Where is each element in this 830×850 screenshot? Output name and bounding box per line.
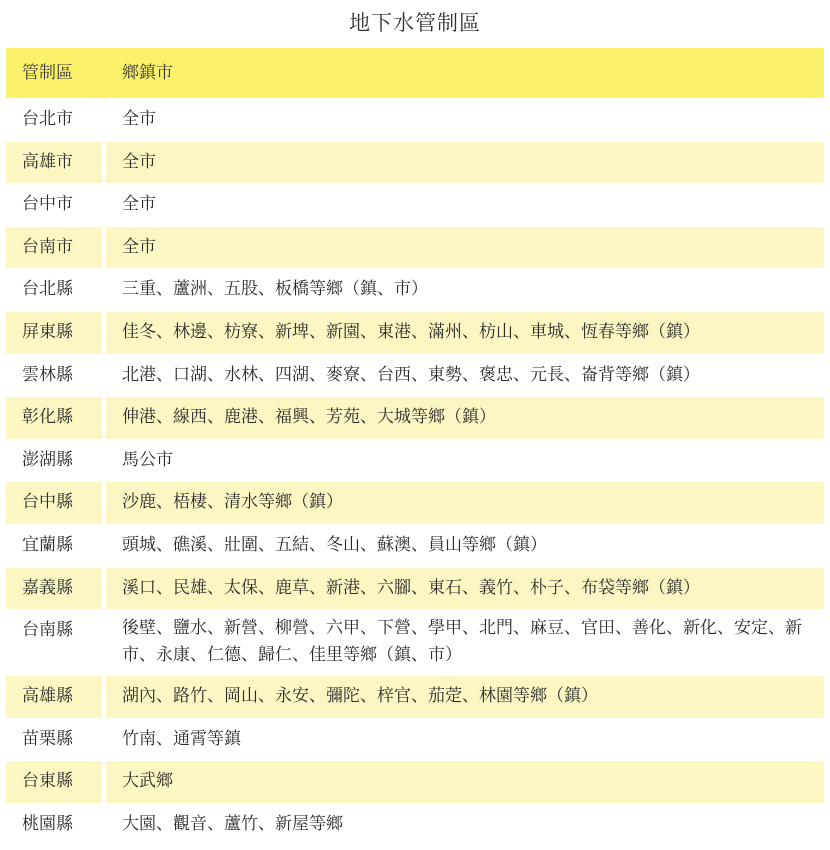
- townships-cell: 三重、蘆洲、五股、板橋等鄉（鎮、市）: [106, 269, 824, 312]
- table-row: [6, 269, 824, 312]
- control-area-cell: 嘉義縣: [6, 568, 106, 611]
- townships-cell: 全市: [106, 184, 824, 227]
- control-area-cell: 屏東縣: [6, 312, 106, 355]
- townships-cell: 佳冬、林邊、枋寮、新埤、新園、東港、滿州、枋山、車城、恆春等鄉（鎮）: [106, 312, 824, 355]
- table-row: [6, 761, 824, 804]
- control-area-cell: 台中市: [6, 184, 106, 227]
- townships-cell: 湖內、路竹、岡山、永安、彌陀、梓官、茄萣、林園等鄉（鎮）: [106, 676, 824, 719]
- control-area-cell: 台北縣: [6, 269, 106, 312]
- townships-cell: 北港、口湖、水林、四湖、麥寮、台西、東勢、褒忠、元長、崙背等鄉（鎮）: [106, 355, 824, 398]
- townships-cell: 全市: [106, 99, 824, 142]
- townships-cell: 竹南、通霄等鎮: [106, 719, 824, 762]
- table-row: [6, 482, 824, 525]
- page-title: 地下水管制區: [349, 11, 481, 35]
- control-area-cell: 澎湖縣: [6, 440, 106, 483]
- groundwater-control-table: [6, 48, 824, 847]
- townships-cell: 大武鄉: [106, 761, 824, 804]
- control-area-cell: 宜蘭縣: [6, 525, 106, 568]
- townships-cell: 溪口、民雄、太保、鹿草、新港、六腳、東石、義竹、朴子、布袋等鄉（鎮）: [106, 568, 824, 611]
- control-area-cell: 桃園縣: [6, 804, 106, 847]
- townships-cell: 全市: [106, 142, 824, 185]
- table-row: [6, 610, 824, 676]
- control-area-cell: 台中縣: [6, 482, 106, 525]
- control-area-cell: 高雄縣: [6, 676, 106, 719]
- table-row: [6, 568, 824, 611]
- table-row: [6, 227, 824, 270]
- table-row: [6, 719, 824, 762]
- townships-cell: 頭城、礁溪、壯圍、五結、冬山、蘇澳、員山等鄉（鎮）: [106, 525, 824, 568]
- control-area-cell: 苗栗縣: [6, 719, 106, 762]
- table-row: [6, 804, 824, 847]
- townships-cell: 大園、觀音、蘆竹、新屋等鄉: [106, 804, 824, 847]
- table-row: [6, 397, 824, 440]
- townships-cell: 後壁、鹽水、新營、柳營、六甲、下營、學甲、北門、麻豆、官田、善化、新化、安定、新市、永康、仁德、歸仁、佳里等鄉（鎮、市）: [106, 610, 824, 676]
- control-area-cell: 台南縣: [6, 610, 106, 676]
- townships-cell: 沙鹿、梧棲、清水等鄉（鎮）: [106, 482, 824, 525]
- table-row: [6, 525, 824, 568]
- table-row: [6, 440, 824, 483]
- control-area-cell: 雲林縣: [6, 355, 106, 398]
- townships-cell: 伸港、線西、鹿港、福興、芳苑、大城等鄉（鎮）: [106, 397, 824, 440]
- table-row: [6, 312, 824, 355]
- table-header-row: [6, 48, 824, 99]
- control-area-cell: 高雄市: [6, 142, 106, 185]
- table-row: [6, 142, 824, 185]
- table-row: [6, 355, 824, 398]
- table-row: [6, 184, 824, 227]
- control-area-cell: 台南市: [6, 227, 106, 270]
- table-row: [6, 99, 824, 142]
- townships-cell: 全市: [106, 227, 824, 270]
- table-row: [6, 676, 824, 719]
- townships-cell: 馬公市: [106, 440, 824, 483]
- control-area-cell: 彰化縣: [6, 397, 106, 440]
- control-area-cell: 台北市: [6, 99, 106, 142]
- control-area-cell: 台東縣: [6, 761, 106, 804]
- header-townships: 鄉鎮市: [106, 48, 824, 99]
- header-control-area: 管制區: [6, 48, 106, 99]
